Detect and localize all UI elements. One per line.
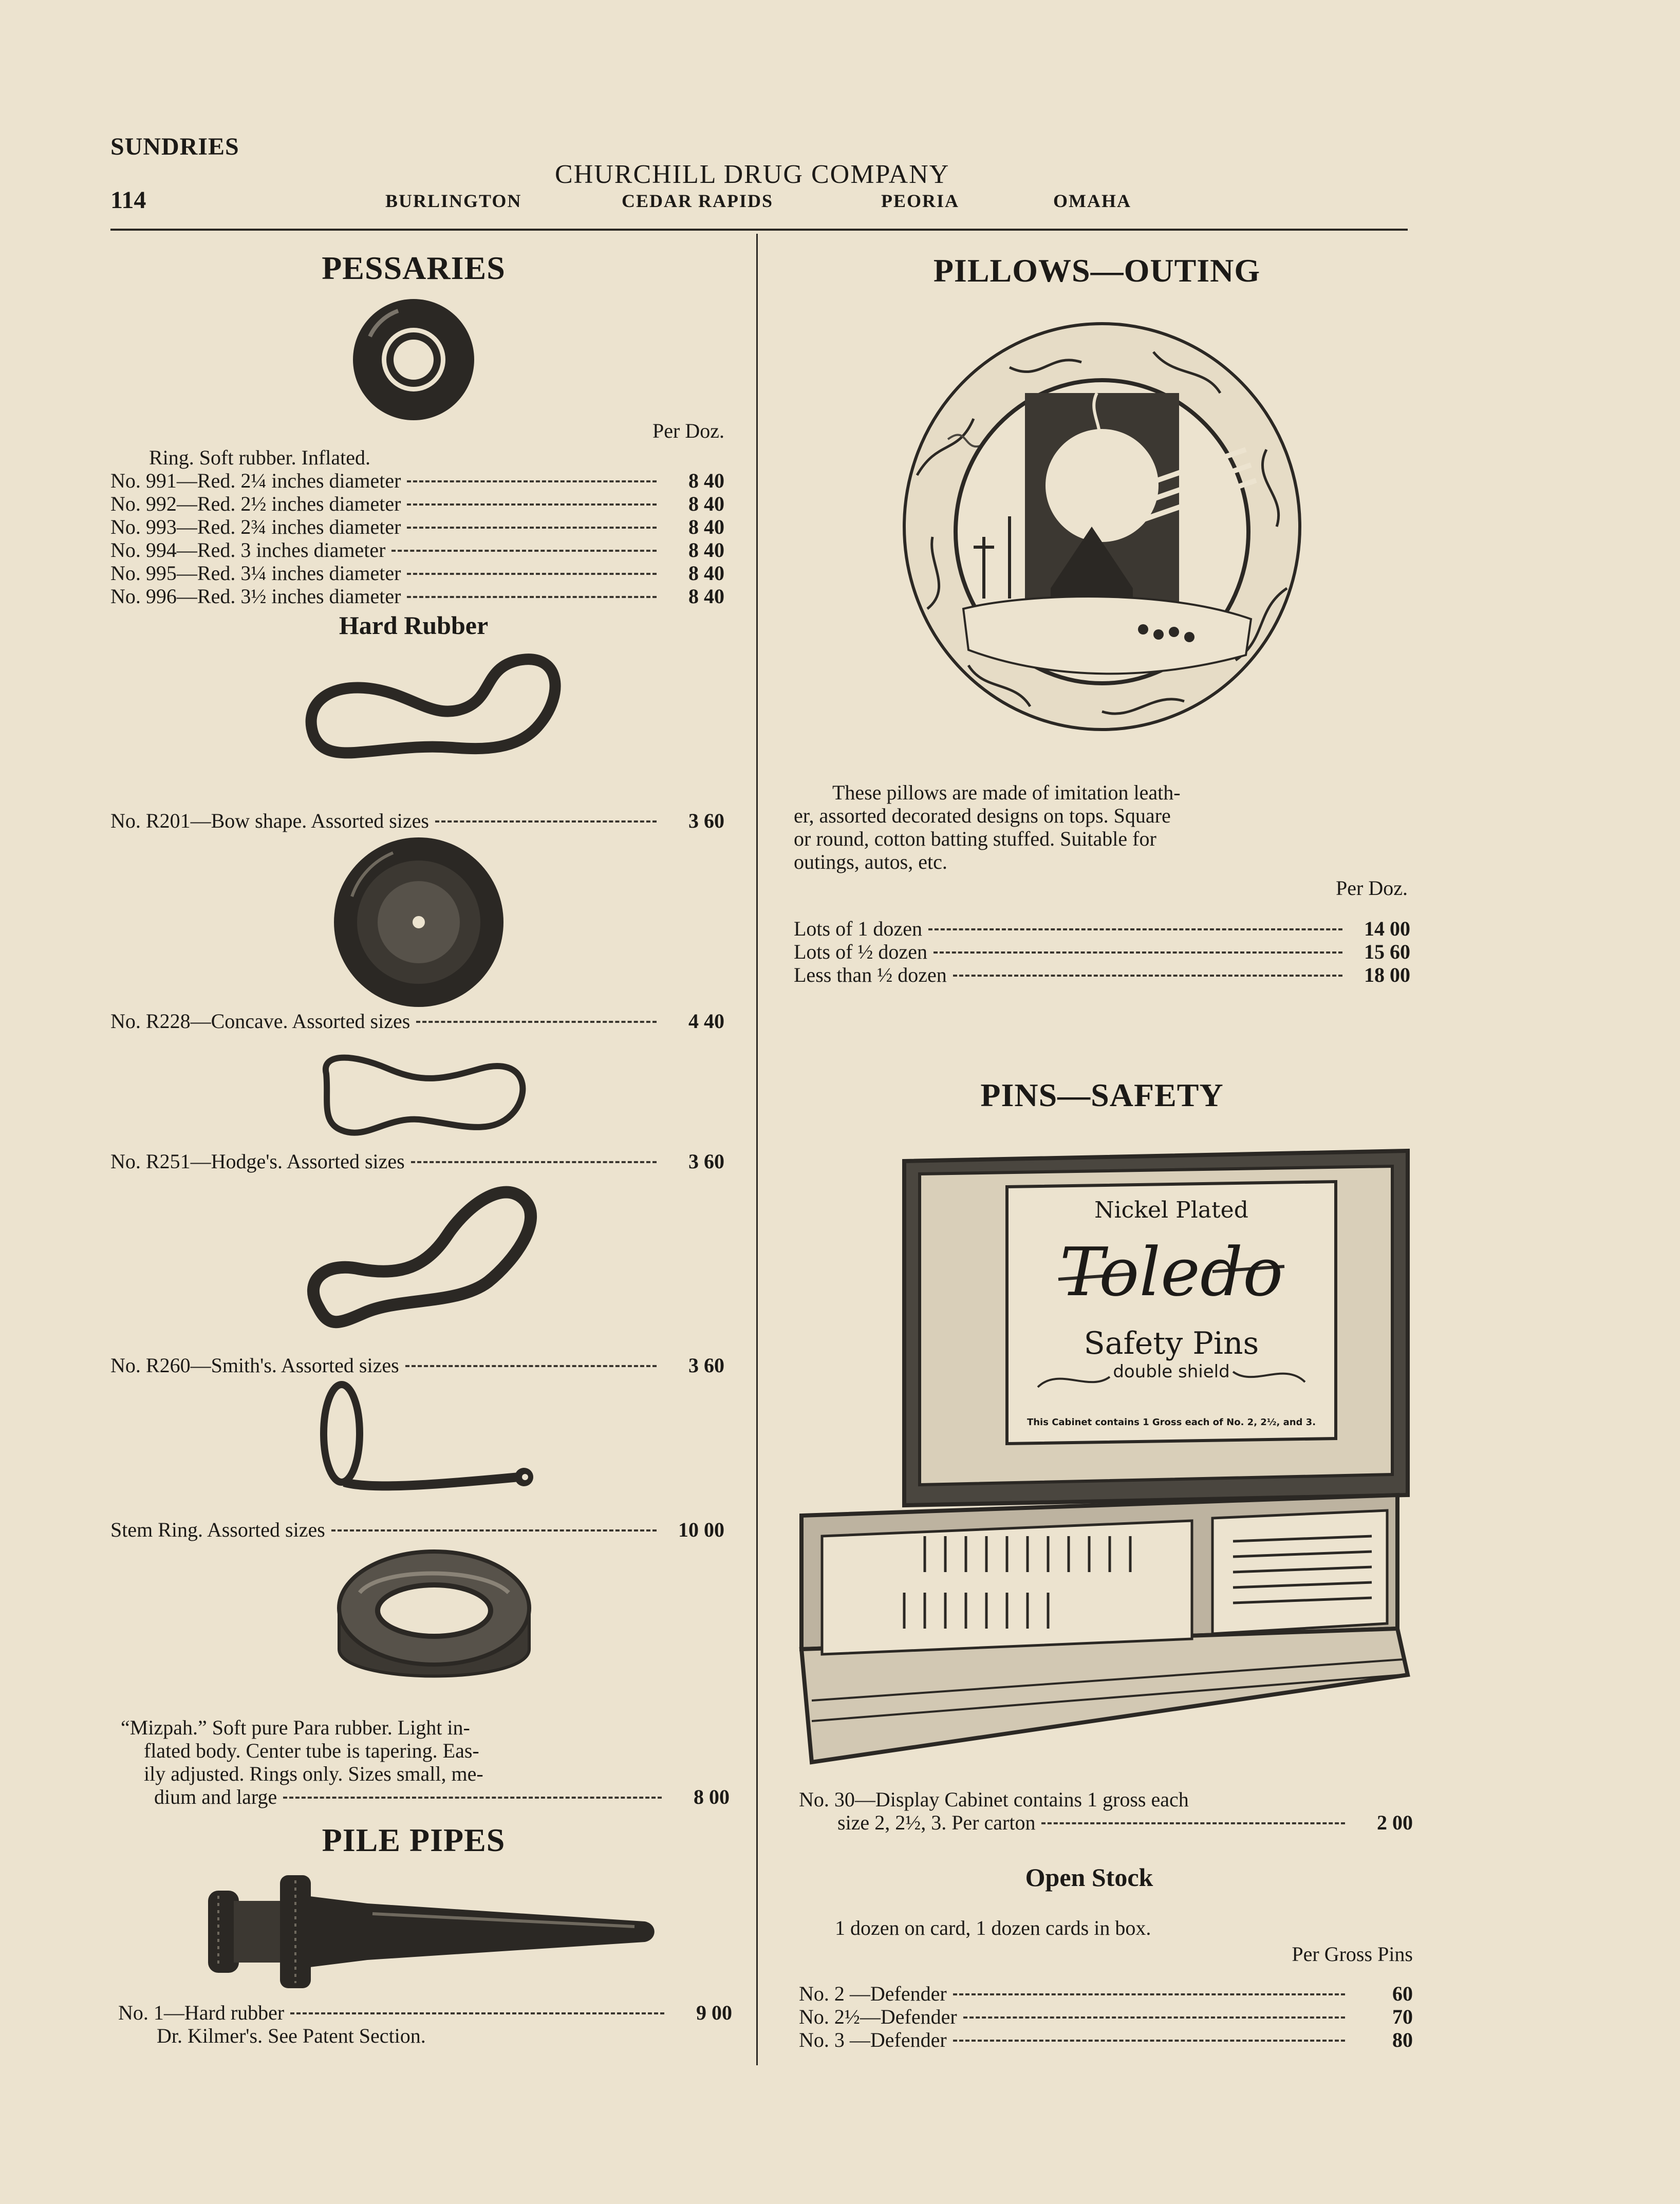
r201-row	[110, 809, 724, 832]
ring-intro: Ring. Soft rubber. Inflated.	[149, 446, 371, 469]
mizpah-pessary-illustration	[329, 1546, 539, 1701]
r228-price: 4 40	[688, 1010, 724, 1033]
pillows-desc-line2: er, assorted decorated designs on tops. Square	[794, 804, 1171, 827]
pillow-desc: Lots of 1 dozen	[794, 917, 922, 940]
stem-ring-illustration	[308, 1382, 545, 1516]
ring-desc: No. 993—Red. 2¾ inches diameter	[110, 515, 401, 538]
smith-pessary-illustration	[298, 1179, 555, 1349]
pillows-desc-line3: or round, cotton batting stuffed. Suitable for	[794, 827, 1156, 850]
r251-row	[110, 1150, 724, 1173]
pessaries-title: PESSARIES	[322, 250, 506, 286]
ring-desc: No. 991—Red. 2¼ inches diameter	[110, 469, 401, 492]
leader-dots	[331, 1529, 657, 1531]
section-heading: SUNDRIES	[110, 133, 239, 160]
ring-pessary-illustration	[349, 295, 478, 424]
cabinet-desc-line1: No. 30—Display Cabinet contains 1 gross each	[799, 1788, 1189, 1811]
pillow-row	[794, 963, 1410, 986]
ring-row	[110, 515, 724, 538]
bow-pessary-illustration	[298, 647, 570, 760]
ring-row	[110, 469, 724, 492]
leader-dots	[391, 550, 657, 552]
leader-dots	[407, 503, 657, 506]
defender-desc: No. 2½—Defender	[799, 2005, 957, 2028]
per-gross-pins: Per Gross Pins	[1292, 1942, 1413, 1966]
pillow-row	[794, 917, 1410, 940]
pile-pipes-title: PILE PIPES	[322, 1822, 506, 1858]
ring-price: 8 40	[688, 469, 724, 492]
ring-price: 8 40	[688, 585, 724, 608]
city-cedar-rapids: CEDAR RAPIDS	[622, 191, 774, 211]
r260-price: 3 60	[688, 1354, 724, 1377]
pessaries-per-doz: Per Doz.	[652, 419, 724, 442]
label-contents: This Cabinet contains 1 Gross each of No. 2, 2½, and 3.	[1026, 1417, 1316, 1428]
label-nickel-plated: Nickel Plated	[1094, 1197, 1248, 1223]
pillow-desc: Less than ½ dozen	[794, 963, 947, 986]
page-number: 114	[110, 186, 146, 214]
leader-dots	[290, 2012, 664, 2014]
r260-row	[110, 1354, 724, 1377]
hodge-pessary-illustration	[311, 1043, 537, 1146]
pins-title: PINS—SAFETY	[980, 1077, 1224, 1113]
pillow-row	[794, 940, 1410, 963]
r251-desc: No. R251—Hodge's. Assorted sizes	[110, 1150, 405, 1173]
pillows-per-doz: Per Doz.	[1336, 876, 1408, 900]
ring-desc: No. 994—Red. 3 inches diameter	[110, 538, 386, 562]
defender-desc: No. 3 —Defender	[799, 2028, 947, 2051]
mizpah-line3: ily adjusted. Rings only. Sizes small, me-	[144, 1762, 483, 1785]
open-stock-title: Open Stock	[1025, 1863, 1153, 1892]
leader-dots	[963, 2016, 1345, 2019]
label-safety-pins: Safety Pins	[1084, 1325, 1259, 1361]
header-rule	[110, 229, 1408, 231]
pillow-price: 14 00	[1364, 917, 1410, 940]
pillows-desc-line1: These pillows are made of imitation leath-	[832, 781, 1181, 804]
pile-pipe-desc: No. 1—Hard rubber	[118, 2001, 285, 2024]
pillows-desc-line4: outings, autos, etc.	[794, 850, 947, 873]
leader-dots	[934, 951, 1342, 954]
leader-dots	[953, 1993, 1345, 1995]
ring-row	[110, 585, 724, 608]
stem-ring-desc: Stem Ring. Assorted sizes	[110, 1518, 325, 1541]
leader-dots	[411, 1161, 657, 1163]
leader-dots	[407, 527, 657, 529]
leader-dots	[407, 573, 657, 575]
ring-price: 8 40	[688, 492, 724, 515]
defender-row	[799, 2028, 1413, 2051]
pillow-price: 15 60	[1364, 940, 1410, 963]
leader-dots	[407, 480, 657, 482]
leader-dots	[405, 1365, 657, 1367]
leader-dots	[435, 820, 657, 823]
ring-price: 8 40	[688, 538, 724, 562]
defender-row	[799, 1982, 1413, 2005]
mizpah-row	[154, 1785, 730, 1808]
column-divider	[756, 234, 758, 2065]
mizpah-line2: flated body. Center tube is tapering. Eas-	[144, 1739, 479, 1762]
open-stock-note: 1 dozen on card, 1 dozen cards in box.	[835, 1916, 1151, 1939]
ring-price: 8 40	[688, 515, 724, 538]
mizpah-desc: dium and large	[154, 1785, 277, 1808]
cabinet-desc: size 2, 2½, 3. Per carton	[837, 1811, 1036, 1834]
concave-pessary-illustration	[331, 835, 506, 1010]
pillow-desc: Lots of ½ dozen	[794, 940, 927, 963]
ring-row	[110, 538, 724, 562]
defender-price: 80	[1392, 2028, 1413, 2051]
ring-row	[110, 492, 724, 515]
display-cabinet-illustration	[771, 1146, 1413, 1762]
city-burlington: BURLINGTON	[385, 191, 522, 211]
ring-row	[110, 562, 724, 585]
pile-pipe-note: Dr. Kilmer's. See Patent Section.	[157, 2024, 426, 2047]
label-brand: Toledo	[1059, 1233, 1283, 1311]
leader-dots	[953, 2040, 1345, 2042]
pile-pipe-price: 9 00	[696, 2001, 732, 2024]
defender-price: 60	[1392, 1982, 1413, 2005]
leader-dots	[407, 596, 657, 598]
defender-desc: No. 2 —Defender	[799, 1982, 947, 2005]
mizpah-line1: “Mizpah.” Soft pure Para rubber. Light in-	[121, 1716, 470, 1739]
r228-desc: No. R228—Concave. Assorted sizes	[110, 1010, 410, 1033]
leader-dots	[1041, 1822, 1345, 1824]
leader-dots	[928, 928, 1342, 930]
r228-row	[110, 1010, 724, 1033]
hard-rubber-title: Hard Rubber	[339, 611, 489, 640]
ring-desc: No. 995—Red. 3¼ inches diameter	[110, 562, 401, 585]
r251-price: 3 60	[688, 1150, 724, 1173]
ring-desc: No. 996—Red. 3½ inches diameter	[110, 585, 401, 608]
stem-ring-row	[110, 1518, 724, 1541]
pile-pipe-illustration	[203, 1865, 655, 1998]
leader-dots	[953, 975, 1342, 977]
defender-row	[799, 2005, 1413, 2028]
r260-desc: No. R260—Smith's. Assorted sizes	[110, 1354, 399, 1377]
cabinet-price: 2 00	[1377, 1811, 1413, 1834]
r201-desc: No. R201—Bow shape. Assorted sizes	[110, 809, 429, 832]
ring-desc: No. 992—Red. 2½ inches diameter	[110, 492, 401, 515]
city-peoria: PEORIA	[881, 191, 960, 211]
pillow-illustration	[897, 321, 1308, 742]
stem-ring-price: 10 00	[678, 1518, 724, 1541]
ring-price: 8 40	[688, 562, 724, 585]
leader-dots	[416, 1021, 657, 1023]
pile-pipe-row	[118, 2001, 732, 2024]
r201-price: 3 60	[688, 809, 724, 832]
mizpah-price: 8 00	[694, 1785, 730, 1808]
cabinet-row	[837, 1811, 1413, 1834]
leader-dots	[283, 1797, 662, 1799]
company-name: CHURCHILL DRUG COMPANY	[555, 160, 950, 189]
pillows-title: PILLOWS—OUTING	[933, 252, 1261, 289]
defender-price: 70	[1392, 2005, 1413, 2028]
label-double-shield: double shield	[1113, 1361, 1230, 1382]
pillow-price: 18 00	[1364, 963, 1410, 986]
city-omaha: OMAHA	[1053, 191, 1131, 211]
